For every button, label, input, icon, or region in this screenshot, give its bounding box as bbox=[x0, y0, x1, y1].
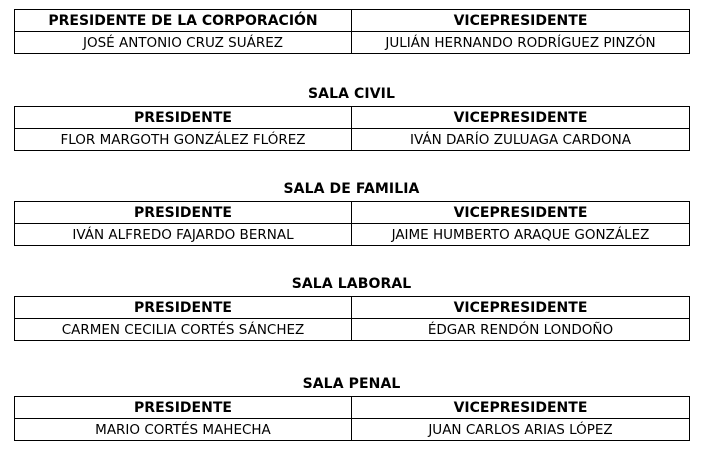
table-row bbox=[15, 129, 690, 151]
vice-president-header: VICEPRESIDENTE bbox=[352, 397, 690, 419]
vice-president-header: VICEPRESIDENTE bbox=[352, 10, 690, 32]
vice-president-name: IVÁN DARÍO ZULUAGA CARDONA bbox=[352, 129, 690, 151]
sala-laboral-table bbox=[14, 296, 690, 341]
vice-president-header: VICEPRESIDENTE bbox=[352, 107, 690, 129]
president-name: MARIO CORTÉS MAHECHA bbox=[15, 419, 352, 441]
section-title-sala-civil: SALA CIVIL bbox=[308, 86, 395, 102]
table-header-row bbox=[15, 10, 690, 32]
president-name: IVÁN ALFREDO FAJARDO BERNAL bbox=[15, 224, 352, 246]
vice-president-name: JAIME HUMBERTO ARAQUE GONZÁLEZ bbox=[352, 224, 690, 246]
table-row bbox=[15, 419, 690, 441]
table-row bbox=[15, 224, 690, 246]
president-name: FLOR MARGOTH GONZÁLEZ FLÓREZ bbox=[15, 129, 352, 151]
vice-president-name: JUAN CARLOS ARIAS LÓPEZ bbox=[352, 419, 690, 441]
table-row bbox=[15, 319, 690, 341]
section-title-sala-laboral: SALA LABORAL bbox=[291, 276, 412, 292]
vice-president-header: VICEPRESIDENTE bbox=[352, 297, 690, 319]
table-header-row bbox=[15, 202, 690, 224]
vice-president-name: ÉDGAR RENDÓN LONDOÑO bbox=[352, 319, 690, 341]
section-title-sala-de-familia: SALA DE FAMILIA bbox=[283, 181, 420, 197]
sala-civil-table bbox=[14, 106, 690, 151]
sala-de-familia-table bbox=[14, 201, 690, 246]
vice-president-header: VICEPRESIDENTE bbox=[352, 202, 690, 224]
president-header: PRESIDENTE DE LA CORPORACIÓN bbox=[15, 10, 352, 32]
table-header-row bbox=[15, 397, 690, 419]
president-header: PRESIDENTE bbox=[15, 107, 352, 129]
section-title-sala-penal: SALA PENAL bbox=[302, 376, 401, 392]
corporacion-table bbox=[14, 9, 690, 54]
president-name: CARMEN CECILIA CORTÉS SÁNCHEZ bbox=[15, 319, 352, 341]
sala-penal-table bbox=[14, 396, 690, 441]
president-name: JOSÉ ANTONIO CRUZ SUÁREZ bbox=[15, 32, 352, 54]
president-header: PRESIDENTE bbox=[15, 397, 352, 419]
table-row bbox=[15, 32, 690, 54]
president-header: PRESIDENTE bbox=[15, 202, 352, 224]
president-header: PRESIDENTE bbox=[15, 297, 352, 319]
table-header-row bbox=[15, 297, 690, 319]
vice-president-name: JULIÁN HERNANDO RODRÍGUEZ PINZÓN bbox=[352, 32, 690, 54]
table-header-row bbox=[15, 107, 690, 129]
